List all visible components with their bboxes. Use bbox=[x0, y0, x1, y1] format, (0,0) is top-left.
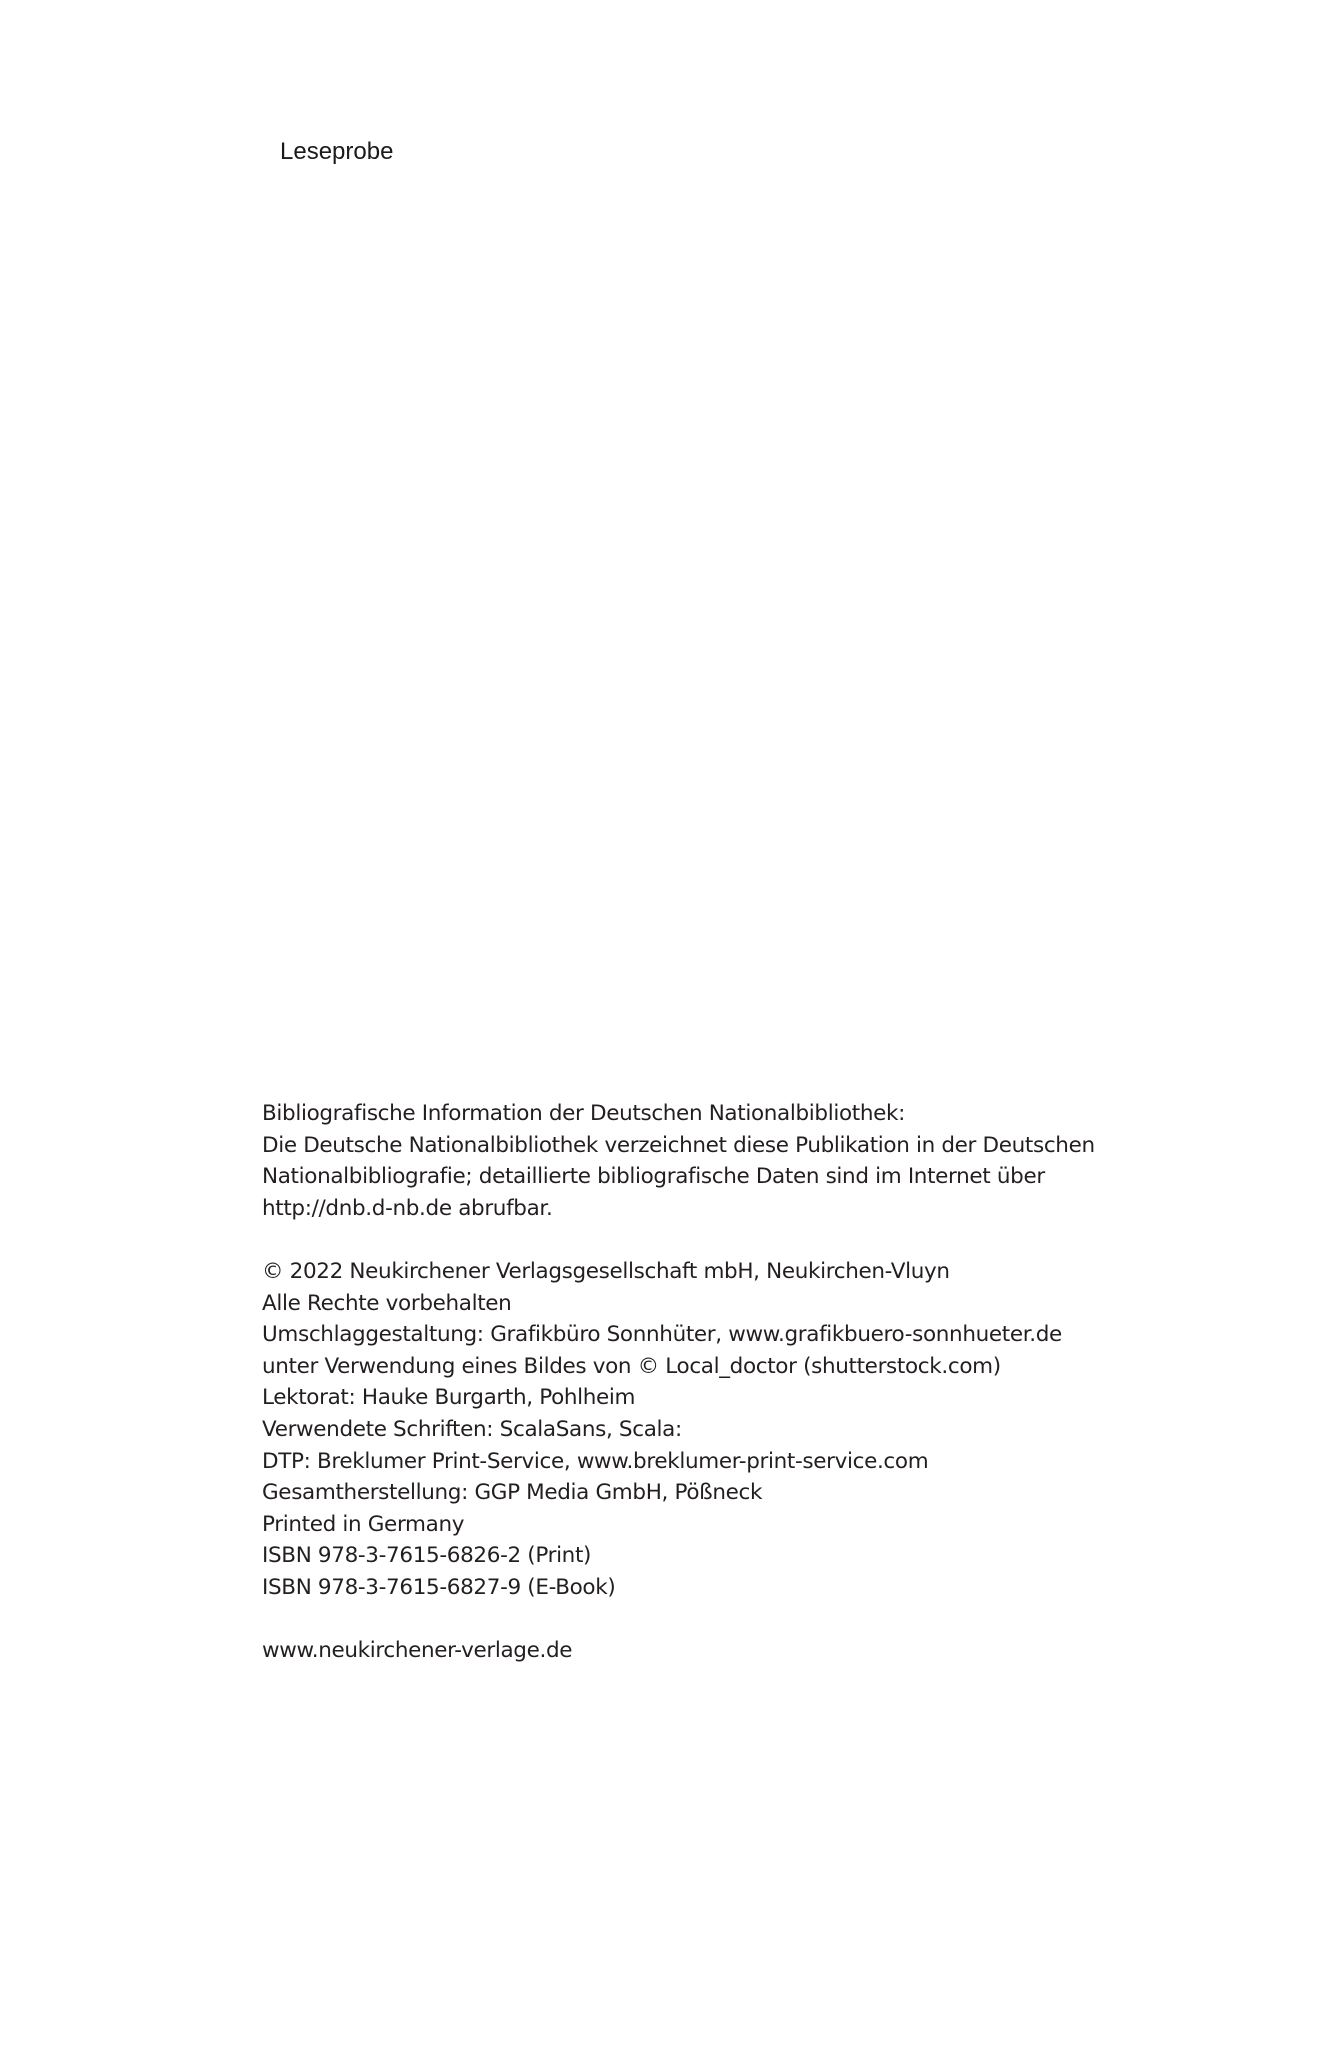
fonts-line: Verwendete Schriften: ScalaSans, Scala: bbox=[262, 1416, 682, 1442]
printed-in-line: Printed in Germany bbox=[262, 1511, 465, 1537]
dnb-link: http://dnb.d-nb.de abrufbar. bbox=[262, 1195, 553, 1221]
paragraph-spacer bbox=[262, 1604, 1262, 1636]
imprint-page bbox=[262, 1098, 1262, 1667]
dtp-line: DTP: Breklumer Print-Service, www.breklumer-print-service.com bbox=[262, 1448, 929, 1474]
isbn-print-line: ISBN 978-3-7615-6826-2 (Print) bbox=[262, 1543, 592, 1569]
bibliographic-heading: Bibliografische Information der Deutschen Nationalbibliothek: bbox=[262, 1101, 905, 1126]
cover-design-line: Umschlaggestaltung: Grafikbüro Sonnhüter, www.grafikbuero-sonnhueter.de bbox=[262, 1322, 1062, 1348]
publisher-website-block bbox=[262, 1635, 1262, 1667]
bibliographic-text-line: Die Deutsche Nationalbibliothek verzeichnet diese Publikation in der Deutschen bbox=[262, 1132, 1095, 1158]
publishing-details bbox=[262, 1256, 1262, 1604]
rights-line: Alle Rechte vorbehalten bbox=[262, 1290, 512, 1316]
bibliographic-information bbox=[262, 1098, 1262, 1224]
production-line: Gesamtherstellung: GGP Media GmbH, Pößneck bbox=[262, 1480, 763, 1506]
page-header-label: Leseprobe bbox=[280, 138, 394, 165]
isbn-ebook-line: ISBN 978-3-7615-6827-9 (E-Book) bbox=[262, 1574, 616, 1600]
paragraph-spacer bbox=[262, 1224, 1262, 1256]
copyright-line: © 2022 Neukirchener Verlagsgesellschaft mbH, Neukirchen-Vluyn bbox=[262, 1258, 950, 1284]
publisher-website: www.neukirchener-verlage.de bbox=[262, 1638, 573, 1664]
cover-image-credit-line: unter Verwendung eines Bildes von © Local_doctor (shutterstock.com) bbox=[262, 1353, 1001, 1379]
editor-line: Lektorat: Hauke Burgarth, Pohlheim bbox=[262, 1385, 636, 1411]
bibliographic-text-line: Nationalbibliografie; detaillierte bibliografische Daten sind im Internet über bbox=[262, 1164, 1045, 1190]
